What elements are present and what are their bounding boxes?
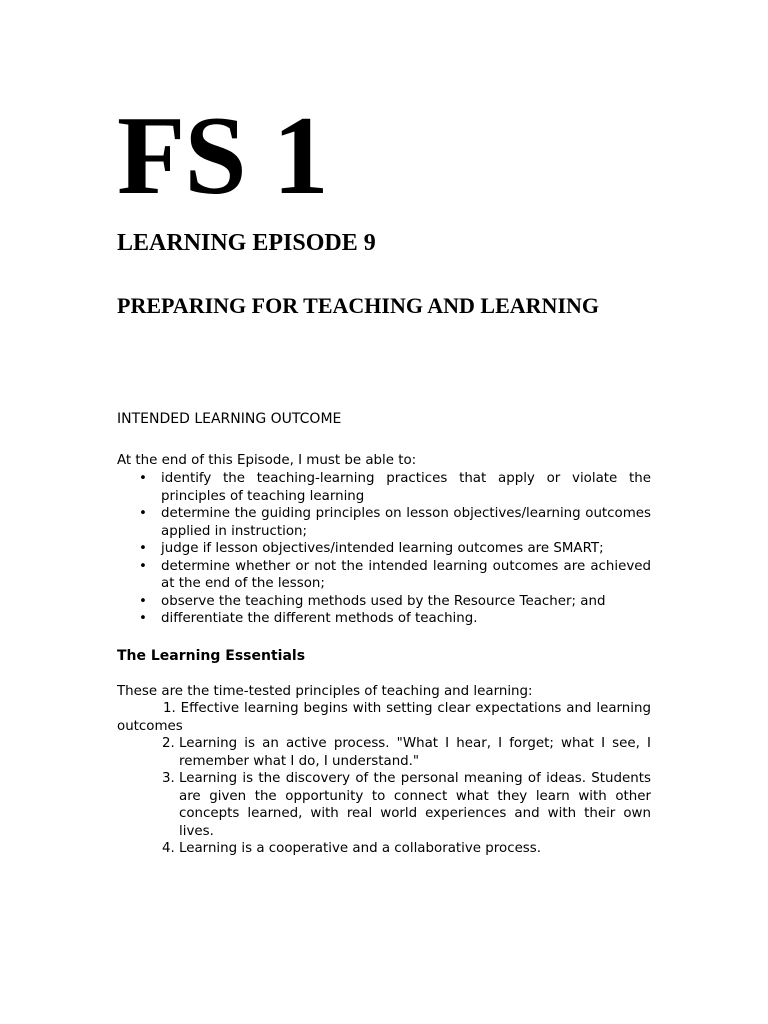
- outcome-text: differentiate the different methods of teaching.: [161, 611, 478, 626]
- bullet-icon: •: [139, 471, 147, 486]
- outcome-text: judge if lesson objectives/intended learning outcomes are SMART;: [161, 541, 604, 556]
- outcome-text: identify the teaching-learning practices that apply or violate the principles of teaching learning: [161, 471, 651, 504]
- outcome-intro: At the end of this Episode, I must be able to:: [117, 453, 417, 468]
- principle-text: Effective learning begins with setting clear expectations and learning outcomes: [117, 701, 651, 734]
- outcome-item: [117, 470, 651, 505]
- bullet-icon: •: [139, 611, 147, 626]
- episode-heading: LEARNING EPISODE 9: [117, 230, 376, 256]
- outcome-item: [117, 558, 651, 593]
- outcome-item: [117, 505, 651, 540]
- principle-text: Learning is the discovery of the personal meaning of ideas. Students are given the opportunity to connect what they learn with other concepts learned, with real world experiences and with their own lives.: [179, 771, 651, 839]
- outcome-list: [117, 470, 651, 628]
- essentials-intro: These are the time-tested principles of teaching and learning:: [117, 684, 533, 699]
- principle-text: Learning is an active process. "What I hear, I forget; what I see, I remember what I do, I understand.": [179, 736, 651, 769]
- principle-number: 4.: [162, 841, 175, 856]
- essentials-heading: The Learning Essentials: [117, 648, 306, 664]
- principle-item: [117, 770, 651, 840]
- principle-number: 3.: [162, 771, 175, 786]
- episode-subtitle: PREPARING FOR TEACHING AND LEARNING: [117, 293, 600, 318]
- outcome-heading: INTENDED LEARNING OUTCOME: [117, 411, 342, 427]
- bullet-icon: •: [139, 558, 147, 574]
- principle-item: [117, 735, 651, 770]
- outcome-text: determine the guiding principles on lesson objectives/learning outcomes applied in instruction;: [161, 506, 651, 539]
- principle-number: 1.: [163, 701, 176, 716]
- outcome-text: determine whether or not the intended learning outcomes are achieved at the end of the lesson;: [161, 558, 651, 591]
- principle-number: 2.: [162, 736, 175, 751]
- outcome-item: [117, 540, 651, 558]
- outcome-item: [117, 593, 651, 611]
- document-title: FS 1: [117, 94, 328, 218]
- principle-item: [117, 700, 651, 735]
- outcome-text: observe the teaching methods used by the Resource Teacher; and: [161, 593, 606, 609]
- principle-item: [117, 840, 651, 858]
- bullet-icon: •: [139, 506, 147, 521]
- principles-list: [117, 700, 651, 858]
- bullet-icon: •: [139, 593, 147, 609]
- principle-text: Learning is a cooperative and a collaborative process.: [179, 841, 542, 856]
- bullet-icon: •: [139, 541, 147, 556]
- outcome-item: [117, 610, 651, 628]
